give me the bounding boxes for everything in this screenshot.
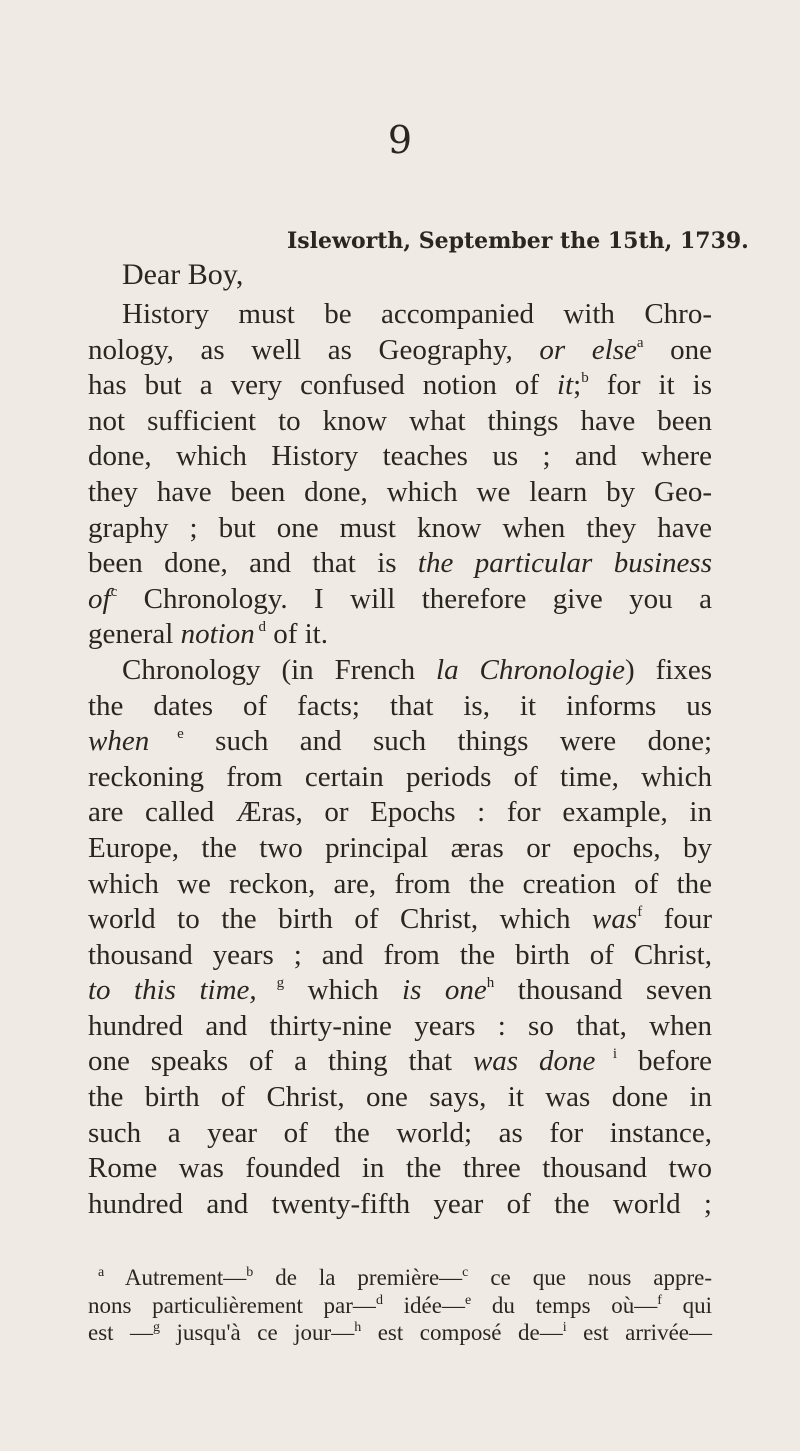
footnote-marker: b	[581, 370, 589, 387]
footnote-marker: c	[462, 1265, 469, 1280]
letter-dateline: Isleworth, September the 15th, 1739.	[287, 228, 749, 254]
footnote-marker: d	[254, 619, 266, 636]
footnote-marker: b	[246, 1265, 254, 1280]
footnote-line: $^a$ Autrement—$^b$ de la première—$^c$ ce que nous appre-	[98, 1265, 712, 1290]
footnotes	[88, 1264, 712, 1347]
text-line: hundred and twenty-fifth year of the world ;	[88, 1187, 712, 1220]
text-line: Rome was founded in the three thousand two	[88, 1152, 712, 1185]
footnote-marker: h	[354, 1320, 362, 1335]
text-line: one speaks of a thing that was done $^i$ before	[88, 1045, 712, 1078]
footnote-marker: d	[375, 1292, 383, 1308]
text-line: hundred and thirty-nine years : so that, when	[88, 1009, 712, 1042]
footnote-marker: e	[149, 726, 184, 743]
text-line: $of^c$ Chronology. I will therefore give you a	[88, 582, 712, 615]
text-line: has but a very confused notion of it;$^b$ for it is	[88, 369, 712, 402]
text-line: not sufficient to know what things have been	[88, 404, 712, 437]
letter-body	[88, 297, 712, 1222]
text-line: to this time, $^g$ which is one$^h$ thousand seven	[88, 974, 713, 1007]
text-line: the birth of Christ, one says, it was done in	[88, 1081, 712, 1114]
footnote-marker: e	[464, 1292, 472, 1308]
text-line: such a year of the world; as for instance,	[88, 1116, 712, 1149]
page-number: 9	[387, 118, 413, 162]
footnote-marker: i	[562, 1320, 567, 1335]
footnote-marker: a	[98, 1265, 105, 1280]
letter-salutation: Dear Boy,	[122, 258, 244, 291]
text-line: nology, as well as Geography, or else$^a$ one	[88, 333, 713, 366]
text-line: thousand years ; and from the birth of Christ,	[88, 938, 712, 971]
text-line: Europe, the two principal æras or epochs, by	[88, 831, 712, 864]
text-line: been done, and that is the particular business	[88, 547, 712, 580]
footnote-marker: a	[636, 334, 644, 351]
footnote-marker: f	[637, 904, 643, 921]
text-line: they have been done, which we learn by Geo-	[88, 475, 712, 508]
text-line: Chronology (in French la Chronologie) fixes	[122, 653, 712, 686]
text-line: general notion $^d$ of it.	[88, 618, 328, 651]
text-line: History must be accompanied with Chro-	[122, 298, 712, 330]
footnote-marker: h	[486, 975, 495, 992]
footnote-line: nons particulièrement par—$^d$ idée—$^e$ du temps où—$^f$ qui	[88, 1292, 712, 1318]
text-line: done, which History teaches us ; and where	[88, 440, 712, 473]
footnote-marker: c	[110, 583, 118, 600]
footnote-marker: g	[153, 1320, 161, 1335]
text-line: graphy ; but one must know when they have	[88, 511, 712, 544]
text-line: are called Æras, or Epochs : for example, in	[88, 796, 712, 829]
text-line: which we reckon, are, from the creation of the	[88, 867, 712, 900]
footnote-line: est —$^g$ jusqu'à ce jour—$^h$ est composé de—$^i$ est arrivée—	[88, 1320, 712, 1345]
text-line: world to the birth of Christ, which was$^f$ four	[88, 903, 712, 936]
footnote-marker: f	[657, 1292, 662, 1308]
footnote-marker: g	[256, 975, 285, 992]
text-line: reckoning from certain periods of time, which	[88, 760, 712, 793]
footnote-marker: i	[595, 1046, 617, 1063]
text-line: the dates of facts; that is, it informs us	[88, 689, 712, 722]
text-line: when $^e$ such and such things were done;	[88, 725, 712, 758]
